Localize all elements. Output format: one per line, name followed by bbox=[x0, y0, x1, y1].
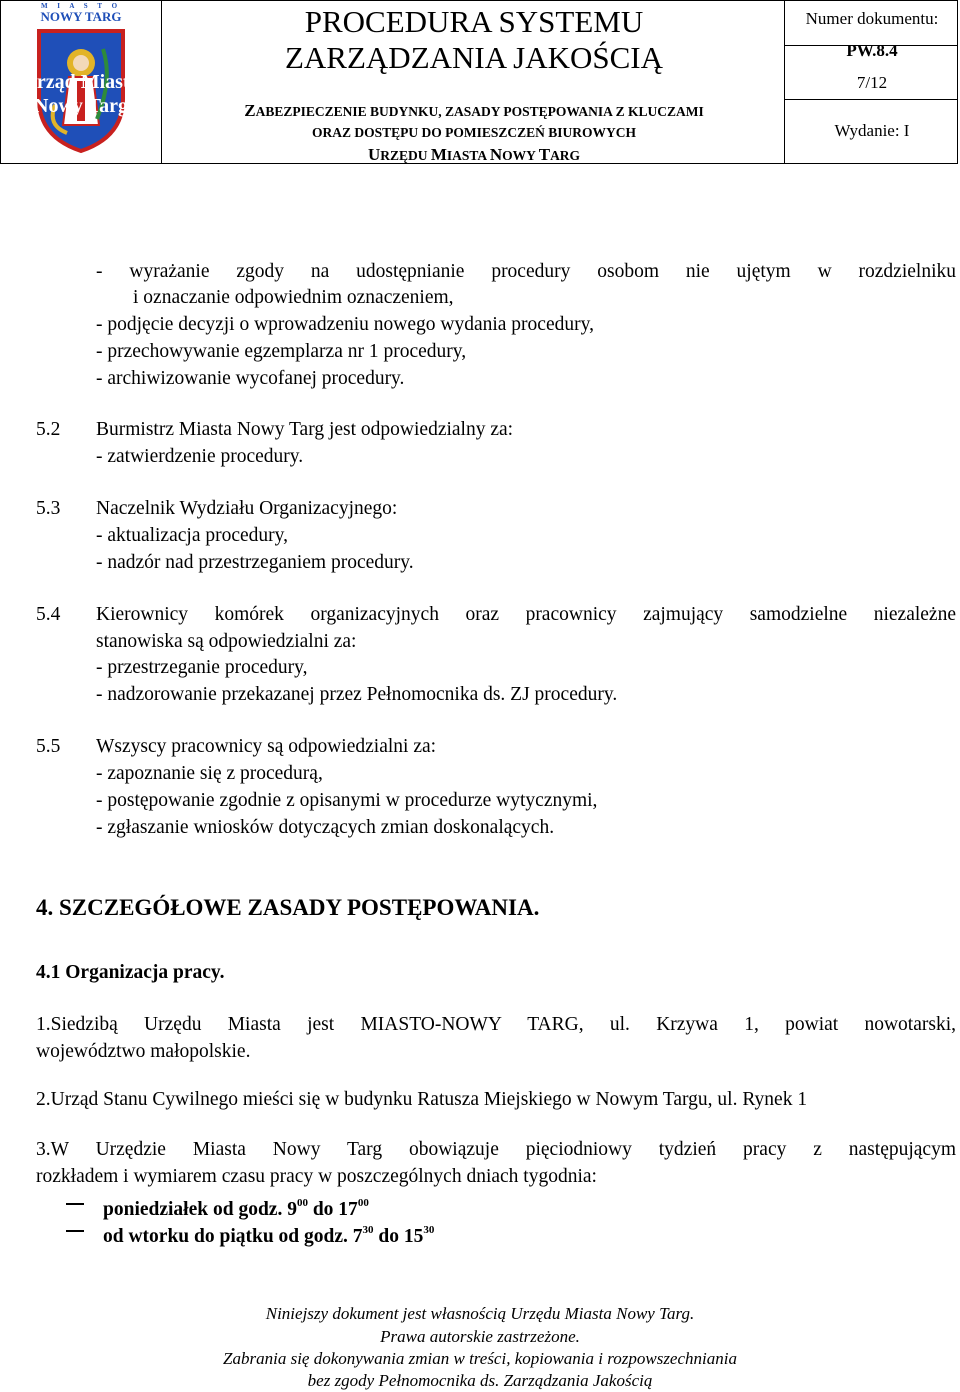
list-item: - nadzór nad przestrzeganiem procedury. bbox=[96, 552, 414, 573]
list-item: - zapoznanie się z procedurą, bbox=[96, 763, 323, 784]
list-item: - postępowanie zgodnie z opisanymi w procedurze wytycznymi, bbox=[96, 790, 598, 811]
list-item: - wyrażanie zgody na udostępnianie procedury osobom nie ujętym w rozdzielniku bbox=[96, 261, 956, 282]
section-number: 5.4 bbox=[36, 604, 61, 625]
document-header bbox=[0, 0, 958, 164]
list-item: - zatwierdzenie procedury. bbox=[96, 446, 304, 467]
paragraph-cont: województwo małopolskie. bbox=[36, 1041, 251, 1062]
paragraph: 3.W Urzędzie Miasta Nowy Targ obowiązuje pięciodniowy tydzień pracy z następującym bbox=[36, 1139, 956, 1160]
procedure-subtitle-line1: ZABEZPIECZENIE BUDYNKU, ZASADY POSTĘPOWANIA Z KLUCZAMI bbox=[244, 101, 704, 120]
list-item: - nadzorowanie przekazanej przez Pełnomocnika ds. ZJ procedury. bbox=[96, 684, 618, 705]
footer-line: Zabrania się dokonywania zmian w treści, kopiowania i rozpowszechniania bbox=[223, 1349, 737, 1368]
list-item: - aktualizacja procedury, bbox=[96, 525, 289, 546]
procedure-subtitle-line3: URZĘDU MIASTA NOWY TARG bbox=[367, 145, 581, 164]
section-number: 5.5 bbox=[36, 736, 61, 757]
procedure-title-line2: ZARZĄDZANIA JAKOŚCIĄ bbox=[284, 40, 664, 75]
paragraph: 2.Urząd Stanu Cywilnego mieści się w budynku Ratusza Miejskiego w Nowym Targu, ul. Rynek 1 bbox=[36, 1089, 808, 1110]
schedule-monday: poniedziałek od godz. $9^{00}$ do $17^{00}$ bbox=[103, 1197, 369, 1220]
list-item: - przestrzeganie procedury, bbox=[96, 657, 308, 678]
bullet-dash-icon bbox=[66, 1230, 84, 1232]
list-item: - zgłaszanie wniosków dotyczących zmian doskonalących. bbox=[96, 817, 555, 838]
section-title: Naczelnik Wydziału Organizacyjnego: bbox=[96, 498, 398, 519]
section-number: 5.3 bbox=[36, 498, 61, 519]
edition: Wydanie: I bbox=[834, 121, 910, 140]
schedule-tuesday-friday: od wtorku do piątku od godz. $7^{30}$ do $15^{30}$ bbox=[103, 1224, 435, 1247]
list-item: - archiwizowanie wycofanej procedury. bbox=[96, 368, 405, 389]
footer-line: bez zgody Pełnomocnika ds. Zarządzania Jakością bbox=[307, 1371, 653, 1390]
page-number: 7/12 bbox=[856, 73, 888, 92]
paragraph: 1.Siedzibą Urzędu Miasta jest MIASTO-NOWY TARG, ul. Krzywa 1, powiat nowotarski, bbox=[36, 1014, 956, 1035]
crest-caption: M I A S T O NOWY TARG bbox=[40, 2, 122, 24]
doc-number: PW.8.4 bbox=[846, 41, 898, 60]
list-item-cont: i oznaczanie odpowiednim oznaczeniem, bbox=[133, 287, 454, 308]
crest-name-line1: Urząd Miasta bbox=[22, 71, 140, 93]
section-number: 5.2 bbox=[36, 419, 61, 440]
doc-number-label: Numer dokumentu: bbox=[805, 9, 939, 28]
bullet-dash-icon bbox=[66, 1203, 84, 1205]
paragraph-cont: rozkładem i wymiarem czasu pracy w poszczególnych dniach tygodnia: bbox=[36, 1166, 597, 1187]
procedure-title-line1: PROCEDURA SYSTEMU bbox=[304, 4, 644, 39]
section-title: Kierownicy komórek organizacyjnych oraz pracownicy zajmujący samodzielne niezależne bbox=[96, 604, 956, 625]
footer-line: Prawa autorskie zastrzeżone. bbox=[380, 1327, 580, 1346]
list-item: - przechowywanie egzemplarza nr 1 procedury, bbox=[96, 341, 467, 362]
footer-line: Niniejszy dokument jest własnością Urzędu Miasta Nowy Targ. bbox=[265, 1304, 695, 1323]
procedure-subtitle-line2: ORAZ DOSTĘPU DO POMIESZCZEŃ BIUROWYCH bbox=[311, 125, 637, 140]
crest-name-line2: Nowy Targ bbox=[34, 95, 128, 117]
section-title-cont: stanowiska są odpowiedzialni za: bbox=[96, 631, 357, 652]
section-title: Wszyscy pracownicy są odpowiedzialni za: bbox=[96, 736, 437, 757]
list-item: - podjęcie decyzji o wprowadzeniu nowego wydania procedury, bbox=[96, 314, 594, 335]
section-heading: 4. SZCZEGÓŁOWE ZASADY POSTĘPOWANIA. bbox=[36, 895, 540, 920]
subsection-heading: 4.1 Organizacja pracy. bbox=[36, 962, 225, 983]
section-title: Burmistrz Miasta Nowy Targ jest odpowiedzialny za: bbox=[96, 419, 514, 440]
